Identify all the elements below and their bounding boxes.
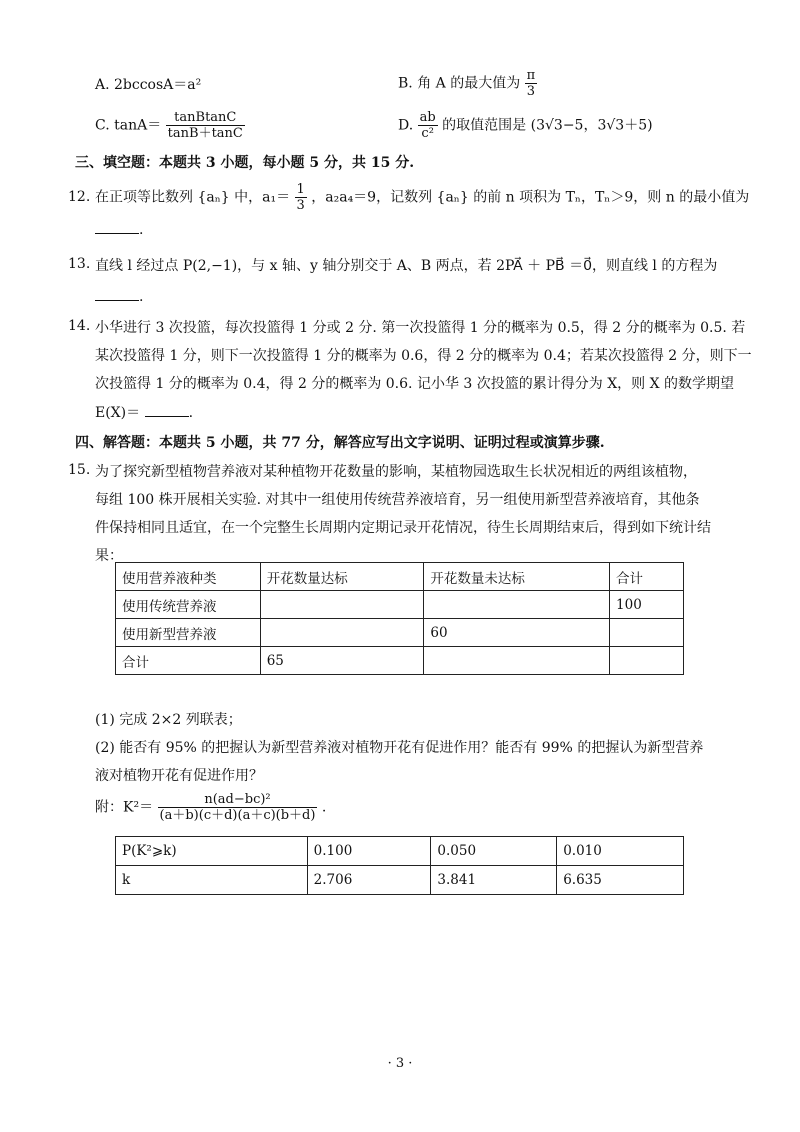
table-cell [610,619,684,647]
q11-option-d-prefix: D. [398,117,414,134]
q12-answer-line [95,219,143,240]
formula-fraction [158,792,318,823]
table-cell: 合计 [116,647,261,675]
q13-answer-blank[interactable] [95,286,139,301]
q12-line1 [95,182,749,213]
q11-option-c [95,110,245,141]
fraction-numerator: tanBtanC [166,110,245,126]
fraction-numerator: ab [419,110,436,125]
table-row [116,619,684,647]
table-cell [424,647,610,675]
fraction-denominator: tanB＋tanC [167,126,243,141]
table-header-cell: 开花数量未达标 [424,563,610,591]
table-cell: 60 [424,619,610,647]
q11-option-c-prefix: C. tanA＝ [95,117,162,134]
table-cell: P(K²⩾k) [116,837,308,866]
table-cell: k [116,866,308,895]
k-squared-formula [95,792,326,823]
fraction-numerator: 1 [296,182,305,197]
table-cell [260,591,424,619]
table-cell: 65 [260,647,424,675]
critical-value-table [115,836,684,895]
q13-end: . [139,289,144,305]
q15-line4: 果： [95,548,123,564]
q14-end: . [188,405,194,421]
q14-line3: 次投篮得 1 分的概率为 0.4，得 2 分的概率为 0.6. 记小华 3 次投篮的累计得分为 X，则 X 的数学期望 [95,376,735,392]
section3-heading: 三、填空题：本题共 3 小题，每小题 5 分，共 15 分. [75,155,415,171]
table-cell: 100 [610,591,684,619]
q15-sub2-line1: (2) 能否有 95% 的把握认为新型营养液对植物开花有促进作用？能否有 99% 的把握认为新型营养 [95,740,704,756]
table-cell: 6.635 [557,866,684,895]
table-header-cell: 开花数量达标 [260,563,424,591]
table-row [116,647,684,675]
q13-line1: 直线 l 经过点 P(2,−1)，与 x 轴、y 轴分别交于 A、B 两点，若 2PA⃗ ＋ PB⃗ ＝0⃗，则直线 l 的方程为 [95,258,718,274]
fraction-numerator: n(ad−bc)² [158,792,318,808]
page-number: · 3 · [387,1056,413,1071]
fraction-denominator: c² [421,126,434,141]
q15-line3: 件保持相同且适宜，在一个完整生长周期内定期记录开花情况，待生长周期结束后，得到如下统计结 [95,520,711,536]
q15-number: 15. [68,462,91,478]
q12-part2: ，a₂a₄＝9，记数列 {aₙ} 的前 n 项积为 Tₙ，Tₙ＞9，则 n 的最小值为 [311,189,750,206]
q14-number: 14. [68,318,91,334]
table-header-cell: 使用营养液种类 [116,563,261,591]
q11-option-b-fraction [525,68,538,99]
q14-expectation-label: E(X)＝ [95,405,141,421]
q12-number: 12. [68,189,91,205]
q14-answer-blank[interactable] [145,402,189,417]
q15-line1: 为了探究新型植物营养液对某种植物开花数量的影响，某植物园选取生长状况相近的两组该植物， [95,464,697,480]
table-cell [610,647,684,675]
fraction-denominator: (a＋b)(c＋d)(a＋c)(b＋d) [159,808,316,823]
q12-fraction [295,182,307,213]
section4-heading: 四、解答题：本题共 5 小题，共 77 分，解答应写出文字说明、证明过程或演算步骤. [75,435,605,451]
table-cell: 0.010 [557,837,684,866]
q12-end: . [139,222,144,238]
q12-part1: 在正项等比数列 {aₙ} 中，a₁＝ [95,189,291,206]
table-cell: 0.100 [307,837,431,866]
q15-sub2-line2: 液对植物开花有促进作用？ [95,768,263,784]
table-cell: 3.841 [431,866,557,895]
q13-answer-line [95,286,143,307]
table-cell: 0.050 [431,837,557,866]
table-cell [260,619,424,647]
formula-prefix: 附：K²＝ [95,799,154,816]
q11-option-a: A. 2bccosA＝a² [95,77,202,93]
fraction-numerator: π [526,68,536,83]
q12-answer-blank[interactable] [95,219,139,234]
table-cell: 使用传统营养液 [116,591,261,619]
q11-option-d-text: 的取值范围是 (3√3−5，3√3＋5) [442,117,653,134]
table-row [116,866,684,895]
fraction-denominator: 3 [296,198,305,213]
q13-number: 13. [68,256,91,272]
table-header-cell: 合计 [610,563,684,591]
q14-line1: 小华进行 3 次投篮，每次投篮得 1 分或 2 分. 第一次投篮得 1 分的概率为 0.5，得 2 分的概率为 0.5. 若 [95,320,746,336]
table-cell [424,591,610,619]
table-row [116,591,684,619]
q14-line2: 某次投篮得 1 分，则下一次投篮得 1 分的概率为 0.6，得 2 分的概率为 0.4；若某次投篮得 2 分，则下一 [95,348,752,364]
table-header-row [116,563,684,591]
table-cell: 2.706 [307,866,431,895]
q11-option-b-text: B. 角 A 的最大值为 [398,75,521,92]
formula-end: . [321,799,327,816]
q11-option-c-fraction [166,110,245,141]
table-cell: 使用新型营养液 [116,619,261,647]
q11-option-d [398,110,653,141]
q15-line2: 每组 100 株开展相关实验. 对其中一组使用传统营养液培育，另一组使用新型营养液培育，其他条 [95,492,700,508]
q11-option-d-fraction [418,110,438,141]
q14-line4 [95,402,193,423]
q11-option-b [398,68,537,99]
q15-sub1: (1) 完成 2×2 列联表； [95,712,242,728]
contingency-table [115,562,684,675]
fraction-denominator: 3 [526,84,536,99]
table-row [116,837,684,866]
